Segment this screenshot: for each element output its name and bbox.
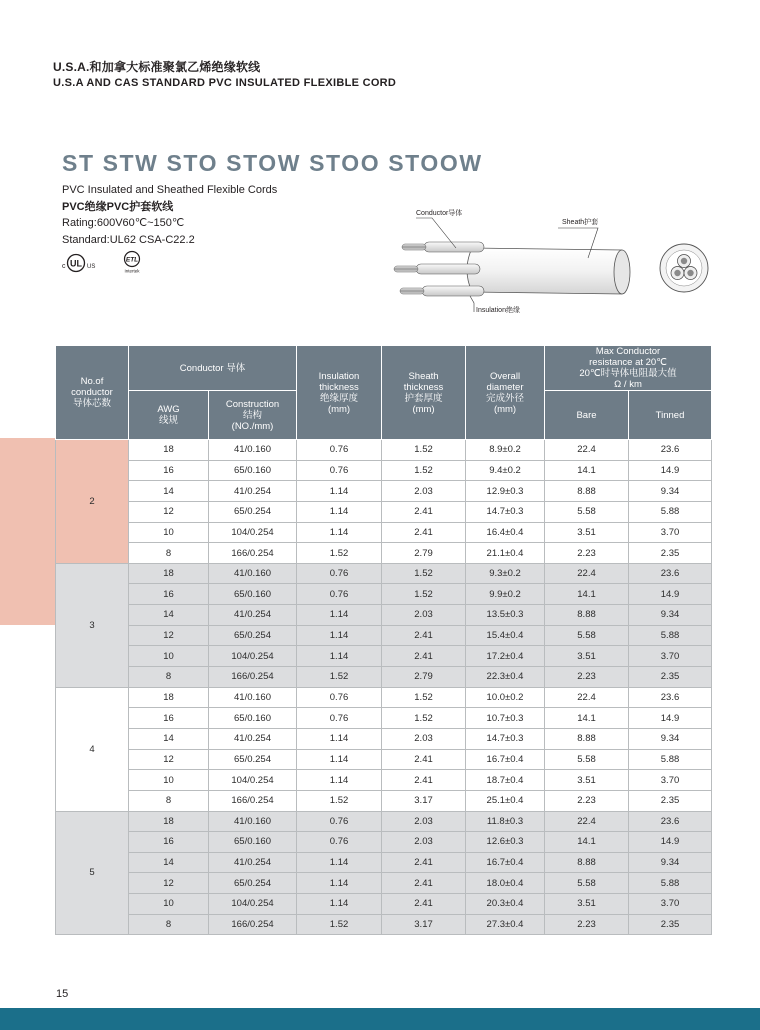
- table-cell: 1.14: [297, 894, 382, 915]
- table-row: [56, 687, 712, 708]
- table-cell: 41/0.254: [209, 852, 297, 873]
- cable-diagram: [372, 200, 712, 318]
- table-cell: 1.52: [382, 460, 466, 481]
- table-row: [56, 811, 712, 832]
- table-cell: 1.14: [297, 625, 382, 646]
- table-cell: 41/0.160: [209, 440, 297, 461]
- table-cell: 1.52: [382, 687, 466, 708]
- table-cell: 14: [129, 728, 209, 749]
- table-cell: 16.7±0.4: [466, 749, 545, 770]
- table-cell: 65/0.160: [209, 832, 297, 853]
- table-cell: 10.0±0.2: [466, 687, 545, 708]
- table-cell: 5.58: [545, 501, 629, 522]
- table-cell: 2.23: [545, 914, 629, 935]
- table-cell: 14.9: [629, 832, 712, 853]
- th-sheath: Sheath thickness 护套厚度 (mm): [382, 346, 466, 440]
- table-cell: 22.4: [545, 687, 629, 708]
- table-cell: 2.23: [545, 667, 629, 688]
- table-row: [56, 728, 712, 749]
- cores-cell: 2: [56, 440, 129, 564]
- table-cell: 5.88: [629, 501, 712, 522]
- table-cell: 9.34: [629, 605, 712, 626]
- table-cell: 14.7±0.3: [466, 728, 545, 749]
- table-cell: 16: [129, 832, 209, 853]
- table-cell: 1.14: [297, 522, 382, 543]
- table-cell: 5.88: [629, 749, 712, 770]
- table-cell: 27.3±0.4: [466, 914, 545, 935]
- etl-sub-text: Intertek: [124, 268, 140, 274]
- table-cell: 14: [129, 852, 209, 873]
- cable-cross-section: [660, 244, 708, 292]
- table-cell: 104/0.254: [209, 522, 297, 543]
- table-cell: 1.52: [382, 584, 466, 605]
- th-insulation: Insulation thickness 绝缘厚度 (mm): [297, 346, 382, 440]
- table-cell: 2.41: [382, 625, 466, 646]
- th-awg: AWG 线规: [129, 391, 209, 440]
- cores-cell: 4: [56, 687, 129, 811]
- table-cell: 2.79: [382, 667, 466, 688]
- table-cell: 2.41: [382, 873, 466, 894]
- table-cell: 104/0.254: [209, 646, 297, 667]
- table-cell: 1.52: [382, 563, 466, 584]
- table-cell: 0.76: [297, 832, 382, 853]
- table-cell: 1.52: [297, 790, 382, 811]
- table-cell: 3.51: [545, 770, 629, 791]
- table-cell: 2.41: [382, 749, 466, 770]
- table-row: [56, 770, 712, 791]
- table-cell: 10: [129, 522, 209, 543]
- table-cell: 65/0.160: [209, 460, 297, 481]
- table-cell: 41/0.254: [209, 728, 297, 749]
- table-cell: 14.9: [629, 708, 712, 729]
- desc-cn: PVC绝缘PVC护套软线: [62, 200, 174, 213]
- conductor-label: Conductor导体: [416, 210, 463, 217]
- table-row: [56, 646, 712, 667]
- header-title-en: U.S.A AND CAS STANDARD PVC INSULATED FLEXIBLE CORD: [53, 77, 397, 89]
- table-cell: 8: [129, 667, 209, 688]
- th-tinned: Tinned: [629, 391, 712, 440]
- accent-block-lower: [0, 549, 55, 625]
- table-cell: 2.03: [382, 481, 466, 502]
- table-cell: 0.76: [297, 708, 382, 729]
- table-cell: 10: [129, 770, 209, 791]
- certification-logos: [62, 248, 162, 274]
- table-cell: 10.7±0.3: [466, 708, 545, 729]
- table-cell: 10: [129, 646, 209, 667]
- th-conductor: Conductor 导体: [129, 346, 297, 391]
- th-resistance: Max Conductor resistance at 20℃ 20℃时导体电阻最大值 Ω / km: [545, 346, 712, 391]
- table-cell: 0.76: [297, 460, 382, 481]
- table-cell: 41/0.160: [209, 563, 297, 584]
- table-cell: 2.03: [382, 811, 466, 832]
- table-cell: 1.14: [297, 873, 382, 894]
- table-cell: 12: [129, 625, 209, 646]
- spec-table-body: [56, 440, 712, 935]
- table-row: [56, 605, 712, 626]
- table-cell: 23.6: [629, 563, 712, 584]
- table-cell: 41/0.160: [209, 687, 297, 708]
- table-cell: 104/0.254: [209, 770, 297, 791]
- table-cell: 18: [129, 440, 209, 461]
- spec-table: [55, 345, 712, 935]
- table-cell: 8.88: [545, 852, 629, 873]
- table-row: [56, 832, 712, 853]
- etl-mark-text: ETL: [125, 256, 139, 264]
- table-row: [56, 667, 712, 688]
- table-cell: 13.5±0.3: [466, 605, 545, 626]
- table-cell: 0.76: [297, 687, 382, 708]
- th-no-conductor: No.of conductor 导体芯数: [56, 346, 129, 440]
- table-cell: 23.6: [629, 687, 712, 708]
- th-overall: Overall diameter 完成外径 (mm): [466, 346, 545, 440]
- table-cell: 3.51: [545, 894, 629, 915]
- table-cell: 5.58: [545, 625, 629, 646]
- table-cell: 17.2±0.4: [466, 646, 545, 667]
- table-cell: 3.70: [629, 646, 712, 667]
- table-cell: 8: [129, 543, 209, 564]
- table-cell: 9.34: [629, 852, 712, 873]
- table-cell: 16.4±0.4: [466, 522, 545, 543]
- table-cell: 11.8±0.3: [466, 811, 545, 832]
- table-cell: 2.41: [382, 894, 466, 915]
- table-cell: 18.7±0.4: [466, 770, 545, 791]
- table-cell: 8: [129, 914, 209, 935]
- table-cell: 65/0.254: [209, 873, 297, 894]
- table-cell: 23.6: [629, 811, 712, 832]
- table-cell: 2.35: [629, 914, 712, 935]
- table-cell: 10: [129, 894, 209, 915]
- table-cell: 9.4±0.2: [466, 460, 545, 481]
- table-cell: 2.03: [382, 728, 466, 749]
- table-cell: 2.41: [382, 770, 466, 791]
- table-cell: 14.1: [545, 708, 629, 729]
- table-row: [56, 852, 712, 873]
- table-cell: 0.76: [297, 563, 382, 584]
- table-cell: 14.1: [545, 832, 629, 853]
- table-row: [56, 894, 712, 915]
- table-cell: 21.1±0.4: [466, 543, 545, 564]
- ul-us-text: US: [87, 264, 96, 270]
- table-cell: 3.17: [382, 790, 466, 811]
- table-cell: 9.34: [629, 481, 712, 502]
- table-cell: 8.88: [545, 605, 629, 626]
- th-bare: Bare: [545, 391, 629, 440]
- table-cell: 22.4: [545, 811, 629, 832]
- rating: Rating:600V60℃~150℃: [62, 217, 185, 229]
- table-cell: 166/0.254: [209, 543, 297, 564]
- table-cell: 14.7±0.3: [466, 501, 545, 522]
- th-construction: Construction 结构 (NO./mm): [209, 391, 297, 440]
- table-cell: 16.7±0.4: [466, 852, 545, 873]
- table-cell: 5.58: [545, 749, 629, 770]
- cores-cell: 3: [56, 563, 129, 687]
- table-cell: 14: [129, 605, 209, 626]
- table-row: [56, 790, 712, 811]
- table-cell: 14.9: [629, 584, 712, 605]
- table-row: [56, 584, 712, 605]
- table-cell: 1.52: [297, 667, 382, 688]
- table-cell: 9.3±0.2: [466, 563, 545, 584]
- table-cell: 8.88: [545, 481, 629, 502]
- table-cell: 14.9: [629, 460, 712, 481]
- table-cell: 9.9±0.2: [466, 584, 545, 605]
- table-row: [56, 481, 712, 502]
- table-cell: 1.52: [297, 914, 382, 935]
- table-cell: 5.88: [629, 625, 712, 646]
- table-cell: 2.03: [382, 605, 466, 626]
- table-cell: 2.23: [545, 543, 629, 564]
- page-number: 15: [56, 988, 69, 1000]
- table-cell: 16: [129, 584, 209, 605]
- table-cell: 12: [129, 501, 209, 522]
- table-cell: 3.51: [545, 646, 629, 667]
- table-cell: 166/0.254: [209, 667, 297, 688]
- table-cell: 23.6: [629, 440, 712, 461]
- table-cell: 15.4±0.4: [466, 625, 545, 646]
- ul-mark-text: UL: [70, 258, 82, 269]
- table-cell: 12.9±0.3: [466, 481, 545, 502]
- sheath-label: Sheath护套: [562, 219, 599, 226]
- table-cell: 166/0.254: [209, 790, 297, 811]
- table-cell: 3.17: [382, 914, 466, 935]
- table-cell: 8.9±0.2: [466, 440, 545, 461]
- table-cell: 2.41: [382, 852, 466, 873]
- table-cell: 1.14: [297, 852, 382, 873]
- table-cell: 2.41: [382, 522, 466, 543]
- table-cell: 8.88: [545, 728, 629, 749]
- table-cell: 25.1±0.4: [466, 790, 545, 811]
- table-cell: 1.52: [382, 440, 466, 461]
- table-cell: 16: [129, 460, 209, 481]
- table-cell: 2.03: [382, 832, 466, 853]
- table-cell: 65/0.160: [209, 708, 297, 729]
- table-cell: 3.70: [629, 522, 712, 543]
- table-cell: 2.23: [545, 790, 629, 811]
- desc-en: PVC Insulated and Sheathed Flexible Cords: [62, 184, 278, 196]
- table-cell: 20.3±0.4: [466, 894, 545, 915]
- table-cell: 65/0.254: [209, 501, 297, 522]
- table-cell: 18: [129, 563, 209, 584]
- table-cell: 18: [129, 811, 209, 832]
- table-cell: 0.76: [297, 440, 382, 461]
- table-cell: 41/0.254: [209, 481, 297, 502]
- ul-c-text: c: [62, 263, 66, 270]
- product-info: [62, 182, 277, 248]
- table-cell: 1.14: [297, 770, 382, 791]
- table-cell: 5.58: [545, 873, 629, 894]
- table-cell: 0.76: [297, 811, 382, 832]
- insulation-label: Insulation绝缘: [476, 307, 520, 314]
- table-cell: 2.41: [382, 646, 466, 667]
- table-cell: 18: [129, 687, 209, 708]
- table-cell: 1.14: [297, 728, 382, 749]
- table-cell: 2.35: [629, 667, 712, 688]
- table-row: [56, 749, 712, 770]
- table-cell: 3.70: [629, 770, 712, 791]
- table-cell: 12: [129, 873, 209, 894]
- footer-bar: [0, 1008, 760, 1030]
- table-cell: 65/0.160: [209, 584, 297, 605]
- table-cell: 12: [129, 749, 209, 770]
- etl-logo: [124, 252, 140, 274]
- table-cell: 3.70: [629, 894, 712, 915]
- table-cell: 8: [129, 790, 209, 811]
- table-cell: 1.14: [297, 481, 382, 502]
- table-row: [56, 914, 712, 935]
- page-header: [53, 58, 396, 89]
- product-title: ST STW STO STOW STOO STOOW: [62, 150, 483, 176]
- table-cell: 166/0.254: [209, 914, 297, 935]
- table-cell: 1.14: [297, 646, 382, 667]
- table-cell: 1.52: [382, 708, 466, 729]
- table-cell: 2.35: [629, 790, 712, 811]
- table-cell: 14.1: [545, 584, 629, 605]
- table-cell: 5.88: [629, 873, 712, 894]
- table-row: [56, 460, 712, 481]
- table-row: [56, 708, 712, 729]
- table-cell: 0.76: [297, 584, 382, 605]
- table-cell: 3.51: [545, 522, 629, 543]
- table-cell: 9.34: [629, 728, 712, 749]
- table-cell: 41/0.254: [209, 605, 297, 626]
- table-cell: 2.41: [382, 501, 466, 522]
- cores-cell: 5: [56, 811, 129, 935]
- table-cell: 14.1: [545, 460, 629, 481]
- table-cell: 65/0.254: [209, 749, 297, 770]
- table-cell: 2.79: [382, 543, 466, 564]
- table-cell: 12.6±0.3: [466, 832, 545, 853]
- ul-logo: [62, 255, 95, 272]
- table-row: [56, 543, 712, 564]
- table-cell: 22.4: [545, 563, 629, 584]
- table-row: [56, 625, 712, 646]
- table-cell: 16: [129, 708, 209, 729]
- table-row: [56, 501, 712, 522]
- table-cell: 104/0.254: [209, 894, 297, 915]
- table-row: [56, 563, 712, 584]
- table-cell: 65/0.254: [209, 625, 297, 646]
- table-cell: 1.14: [297, 749, 382, 770]
- header-title-cn: U.S.A.和加拿大标准聚氯乙烯绝缘软线: [53, 60, 261, 74]
- table-row: [56, 873, 712, 894]
- table-row: [56, 440, 712, 461]
- table-cell: 22.3±0.4: [466, 667, 545, 688]
- table-cell: 1.14: [297, 501, 382, 522]
- table-cell: 2.35: [629, 543, 712, 564]
- table-row: [56, 522, 712, 543]
- standard: Standard:UL62 CSA-C22.2: [62, 233, 195, 246]
- table-cell: 18.0±0.4: [466, 873, 545, 894]
- table-cell: 14: [129, 481, 209, 502]
- table-cell: 22.4: [545, 440, 629, 461]
- table-cell: 41/0.160: [209, 811, 297, 832]
- cable-illustration: [394, 208, 630, 314]
- table-cell: 1.52: [297, 543, 382, 564]
- table-cell: 1.14: [297, 605, 382, 626]
